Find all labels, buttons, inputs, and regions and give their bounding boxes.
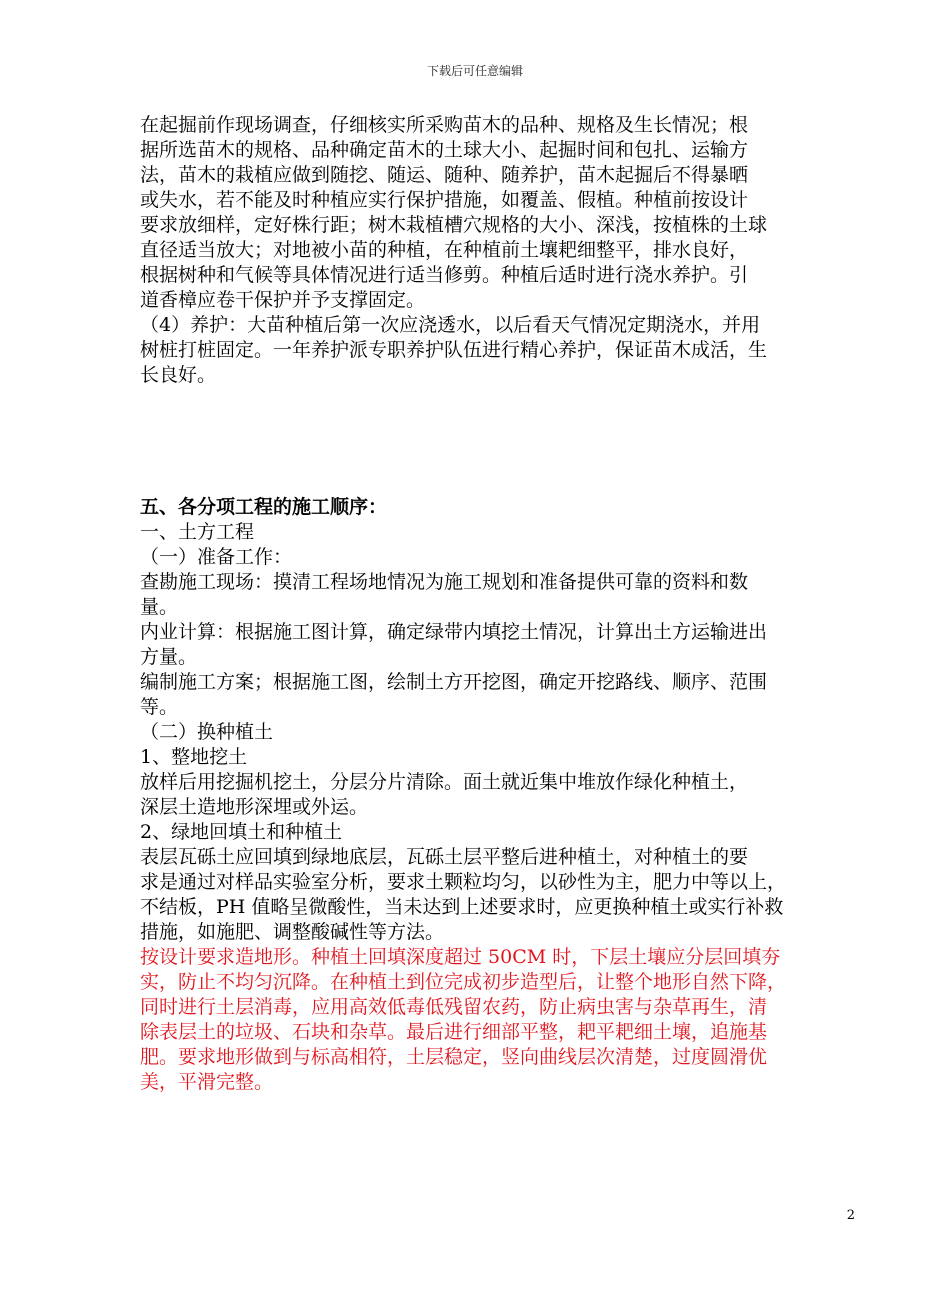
- text-line: （一）准备工作：: [140, 546, 293, 568]
- text-line: 等。: [140, 696, 179, 718]
- text-line: 不结板，PH 值略呈微酸性，当未达到上述要求时，应更换种植土或实行补救: [140, 896, 784, 918]
- text-line: 法，苗木的栽植应做到随挖、随运、随种、随养护，苗木起掘后不得暴晒: [140, 164, 749, 186]
- section-title: 五、各分项工程的施工顺序：: [140, 496, 388, 518]
- highlighted-line: 肥。要求地形做到与标高相符，土层稳定，竖向曲线层次清楚，过度圆滑优: [140, 1046, 768, 1068]
- highlighted-line: 同时进行土层消毒，应用高效低毒低残留农药，防止病虫害与杂草再生，清: [140, 996, 768, 1018]
- paragraph-top: [140, 113, 860, 388]
- text-line: 编制施工方案；根据施工图，绘制土方开挖图，确定开挖路线、顺序、范围: [140, 671, 768, 693]
- text-line: 树桩打桩固定。一年养护派专职养护队伍进行精心养护，保证苗木成活，生: [140, 339, 768, 361]
- text-line: 长良好。: [140, 364, 217, 386]
- text-line: 在起掘前作现场调查，仔细核实所采购苗木的品种、规格及生长情况；根: [140, 114, 749, 136]
- text-line: 1、整地挖土: [140, 746, 248, 768]
- text-line: 措施，如施肥、调整酸碱性等方法。: [140, 921, 445, 943]
- text-line: 要求放细样，定好株行距；树木栽植槽穴规格的大小、深浅，按植株的土球: [140, 214, 768, 236]
- text-line: 2、绿地回填土和种植土: [140, 821, 343, 843]
- text-line: 直径适当放大；对地被小苗的种植，在种植前土壤耙细整平，排水良好，: [140, 239, 749, 261]
- text-line: 放样后用挖掘机挖土，分层分片清除。面土就近集中堆放作绿化种植土，: [140, 771, 749, 793]
- text-line: 方量。: [140, 646, 198, 668]
- text-line: 一、土方工程: [140, 521, 255, 543]
- text-line: 内业计算：根据施工图计算，确定绿带内填挖土情况，计算出土方运输进出: [140, 621, 768, 643]
- highlighted-line: 实，防止不均匀沉降。在种植土到位完成初步造型后，让整个地形自然下降，: [140, 971, 787, 993]
- highlighted-line: 按设计要求造地形。种植土回填深度超过 50CM 时，下层土壤应分层回填夯: [140, 946, 781, 968]
- page-header: 下载后可任意编辑: [426, 64, 523, 78]
- text-line: 或失水，若不能及时种植应实行保护措施，如覆盖、假植。种植前按设计: [140, 189, 749, 211]
- text-line: 表层瓦砾土应回填到绿地底层，瓦砾土层平整后进种植土，对种植土的要: [140, 846, 749, 868]
- text-line: （4）养护：大苗种植后第一次应浇透水，以后看天气情况定期浇水，并用: [140, 314, 761, 336]
- text-line: 查勘施工现场：摸清工程场地情况为施工规划和准备提供可靠的资料和数: [140, 571, 749, 593]
- text-line: 深层土造地形深埋或外运。: [140, 796, 369, 818]
- highlighted-line: 美，平滑完整。: [140, 1071, 274, 1093]
- page-number: 2: [846, 1208, 855, 1223]
- text-line: 道香樟应卷干保护并予支撑固定。: [140, 289, 426, 311]
- text-line: 据所选苗木的规格、品种确定苗木的土球大小、起掘时间和包扎、运输方: [140, 139, 749, 161]
- section-five: [140, 495, 860, 1095]
- text-line: 根据树种和气候等具体情况进行适当修剪。种植后适时进行浇水养护。引: [140, 264, 749, 286]
- text-line: （二）换种植土: [140, 721, 274, 743]
- text-line: 求是通过对样品实验室分析，要求土颗粒均匀，以砂性为主，肥力中等以上，: [140, 871, 787, 893]
- text-line: 量。: [140, 596, 179, 618]
- highlighted-line: 除表层土的垃圾、石块和杂草。最后进行细部平整，耙平耙细土壤，追施基: [140, 1021, 768, 1043]
